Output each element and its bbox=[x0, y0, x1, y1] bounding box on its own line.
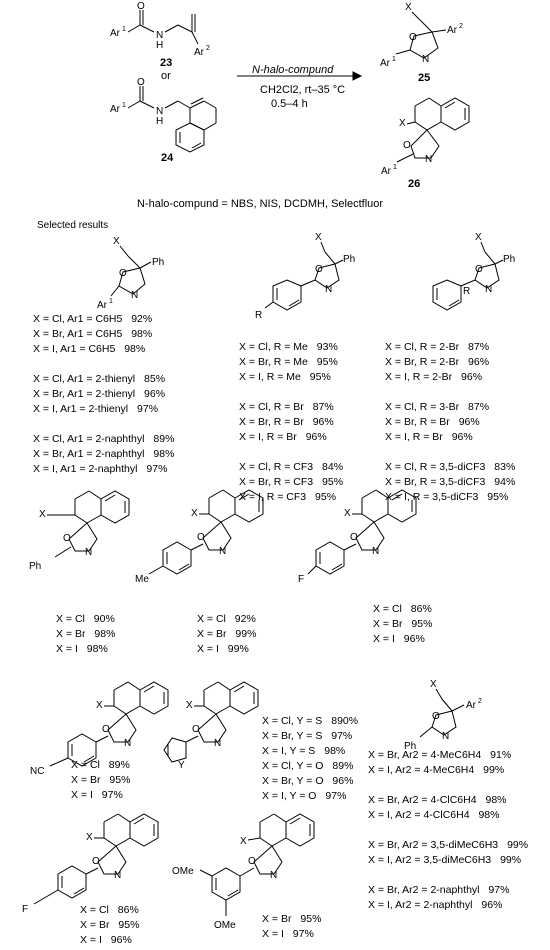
structure-c3 bbox=[390, 675, 510, 755]
result-yield: 98% bbox=[482, 794, 507, 806]
result-yield: 95% bbox=[408, 618, 433, 630]
svg-text:X: X bbox=[399, 118, 406, 129]
c2-heteroatom-text: Y bbox=[178, 760, 185, 771]
result-condition: X = I, R = Me bbox=[239, 371, 301, 383]
result-yield: 95% bbox=[297, 913, 322, 925]
result-condition: X = Br bbox=[71, 774, 101, 786]
result-row bbox=[33, 312, 174, 327]
result-condition: X = Cl, Ar1 = 2-thienyl bbox=[33, 373, 136, 385]
svg-text:X: X bbox=[405, 2, 412, 13]
result-row bbox=[262, 927, 321, 942]
svg-text:N: N bbox=[219, 546, 227, 557]
result-yield: 95% bbox=[306, 371, 331, 383]
svg-text:X: X bbox=[113, 236, 120, 247]
result-row bbox=[239, 430, 343, 445]
result-yield: 98% bbox=[91, 628, 116, 640]
result-condition: X = Cl bbox=[56, 613, 85, 625]
reactant-23-structure bbox=[110, 0, 230, 58]
result-condition: X = Br, Ar2 = 4-MeC6H4 bbox=[368, 749, 482, 761]
results-b2 bbox=[197, 612, 256, 657]
result-row bbox=[368, 853, 528, 868]
result-condition: X = I, Y = O bbox=[262, 790, 317, 802]
selected-results-heading: Selected results bbox=[37, 220, 109, 231]
result-yield: 98% bbox=[321, 745, 346, 757]
result-yield: 87% bbox=[465, 401, 490, 413]
svg-text:Me: Me bbox=[135, 574, 149, 585]
result-row bbox=[368, 898, 528, 913]
result-condition: X = I, R = Br bbox=[385, 431, 443, 443]
result-yield: 96% bbox=[455, 416, 480, 428]
result-yield: 95% bbox=[319, 476, 344, 488]
svg-text:O: O bbox=[475, 264, 483, 275]
result-condition: X = I bbox=[56, 643, 78, 655]
result-condition: X = I, Ar1 = 2-thienyl bbox=[33, 403, 129, 415]
svg-text:N: N bbox=[214, 738, 222, 749]
result-row bbox=[262, 912, 321, 927]
svg-text:Ar: Ar bbox=[110, 104, 120, 115]
svg-text:Ar: Ar bbox=[194, 47, 204, 58]
result-condition: X = Br, R = Me bbox=[239, 356, 308, 368]
svg-text:O: O bbox=[192, 724, 200, 735]
result-yield: 96% bbox=[448, 431, 473, 443]
product-26-structure bbox=[375, 88, 495, 183]
result-row bbox=[33, 387, 174, 402]
result-yield: 87% bbox=[465, 341, 490, 353]
result-condition: X = Cl, R = CF3 bbox=[239, 461, 314, 473]
result-condition: X = Br, Y = S bbox=[262, 730, 323, 742]
result-yield: 86% bbox=[407, 603, 432, 615]
structure-b2 bbox=[135, 484, 295, 604]
results-c3 bbox=[368, 748, 528, 913]
result-yield: 99% bbox=[504, 839, 529, 851]
result-row bbox=[239, 400, 343, 415]
svg-text:2: 2 bbox=[478, 698, 482, 705]
result-row bbox=[262, 774, 358, 789]
svg-text:H: H bbox=[156, 40, 164, 51]
reaction-arrow bbox=[235, 70, 365, 82]
result-condition: X = I bbox=[80, 934, 102, 946]
result-yield: 92% bbox=[128, 313, 153, 325]
result-condition: X = Br bbox=[197, 628, 227, 640]
result-yield: 95% bbox=[106, 774, 131, 786]
result-yield: 91% bbox=[487, 749, 512, 761]
result-row bbox=[262, 789, 358, 804]
result-row bbox=[262, 714, 358, 729]
result-condition: X = Cl bbox=[373, 603, 402, 615]
svg-text:X: X bbox=[475, 232, 482, 243]
svg-text:O: O bbox=[248, 856, 256, 867]
result-condition: X = Br, Ar1 = C6H5 bbox=[33, 328, 123, 340]
result-condition: X = Cl bbox=[71, 759, 100, 771]
result-row bbox=[33, 372, 174, 387]
arrow-top-reagent: N-halo-compund bbox=[252, 64, 334, 76]
svg-text:Ar: Ar bbox=[97, 300, 107, 311]
reactant-23-label: 23 bbox=[160, 57, 173, 69]
result-condition: X = Br, Ar2 = 4-ClC6H4 bbox=[368, 794, 477, 806]
result-row bbox=[239, 340, 343, 355]
svg-text:O: O bbox=[119, 268, 127, 279]
result-row bbox=[239, 415, 343, 430]
result-condition: X = I, Ar2 = 3,5-diMeC6H3 bbox=[368, 854, 492, 866]
structure-c2 bbox=[150, 676, 280, 776]
result-condition: X = I, Y = S bbox=[262, 745, 316, 757]
svg-text:O: O bbox=[197, 532, 205, 543]
svg-text:X: X bbox=[39, 509, 46, 520]
svg-text:O: O bbox=[315, 264, 323, 275]
svg-text:Ar: Ar bbox=[380, 58, 390, 69]
result-yield: 89% bbox=[150, 433, 175, 445]
result-condition: X = Br bbox=[373, 618, 403, 630]
result-row bbox=[385, 415, 515, 430]
result-row bbox=[239, 460, 343, 475]
result-condition: X = Cl, R = Br bbox=[239, 401, 304, 413]
result-yield: 96% bbox=[329, 775, 354, 787]
c1-substituent-text: NC bbox=[30, 766, 45, 777]
svg-text:N: N bbox=[422, 54, 430, 65]
result-yield: 96% bbox=[458, 371, 483, 383]
result-condition: X = I bbox=[197, 643, 219, 655]
result-yield: 85% bbox=[141, 373, 166, 385]
result-row bbox=[385, 340, 515, 355]
result-yield: 96% bbox=[478, 899, 503, 911]
arrow-conditions-time: 0.5–4 h bbox=[271, 98, 308, 110]
result-yield: 99% bbox=[497, 854, 522, 866]
result-yield: 97% bbox=[134, 403, 159, 415]
result-yield: 95% bbox=[115, 919, 140, 931]
result-row bbox=[71, 788, 130, 803]
result-row bbox=[33, 432, 174, 447]
result-row bbox=[368, 808, 528, 823]
result-row bbox=[197, 627, 256, 642]
svg-text:N: N bbox=[156, 106, 164, 117]
result-row bbox=[368, 883, 528, 898]
product-25-label: 25 bbox=[418, 72, 431, 84]
result-row bbox=[33, 327, 174, 342]
result-condition: X = Br, R = Br bbox=[239, 416, 304, 428]
svg-text:N: N bbox=[325, 284, 333, 295]
svg-text:O: O bbox=[403, 140, 411, 151]
svg-text:O: O bbox=[137, 1, 145, 12]
result-yield: 98% bbox=[83, 643, 108, 655]
svg-text:X: X bbox=[344, 508, 351, 519]
result-yield: 96% bbox=[141, 388, 166, 400]
result-row bbox=[71, 773, 130, 788]
svg-text:N: N bbox=[131, 290, 139, 301]
result-condition: X = Cl bbox=[197, 613, 226, 625]
svg-text:N: N bbox=[372, 546, 380, 557]
result-condition: X = Cl, R = Me bbox=[239, 341, 308, 353]
result-row bbox=[385, 460, 515, 475]
svg-text:O: O bbox=[137, 77, 145, 88]
result-yield: 97% bbox=[98, 789, 123, 801]
c3-substituent-text: Ph bbox=[404, 741, 417, 752]
d1-substituent-text: F bbox=[22, 904, 29, 915]
result-yield: 96% bbox=[309, 416, 334, 428]
svg-text:N: N bbox=[270, 870, 278, 881]
product-26-label: 26 bbox=[408, 178, 421, 190]
svg-text:1: 1 bbox=[109, 298, 113, 305]
result-yield: 87% bbox=[309, 401, 334, 413]
result-yield: 98% bbox=[475, 809, 500, 821]
result-row bbox=[71, 758, 130, 773]
result-yield: 98% bbox=[150, 448, 175, 460]
result-yield: 99% bbox=[224, 643, 249, 655]
result-condition: X = Br, Ar1 = 2-naphthyl bbox=[33, 448, 145, 460]
result-row bbox=[239, 355, 343, 370]
svg-text:X: X bbox=[191, 508, 198, 519]
result-row bbox=[197, 612, 256, 627]
result-row bbox=[239, 370, 343, 385]
svg-text:1: 1 bbox=[122, 26, 126, 33]
svg-text:R: R bbox=[255, 310, 263, 321]
result-condition: X = Cl, Y = S bbox=[262, 715, 323, 727]
svg-text:Ph: Ph bbox=[152, 257, 165, 268]
result-condition: X = Cl, Ar1 = 2-naphthyl bbox=[33, 433, 145, 445]
result-row bbox=[262, 759, 358, 774]
svg-text:N: N bbox=[156, 30, 164, 41]
result-condition: X = Br, Ar2 = 2-naphthyl bbox=[368, 884, 480, 896]
result-condition: X = I, Ar1 = 2-naphthyl bbox=[33, 463, 138, 475]
result-yield: 89% bbox=[329, 760, 354, 772]
results-a2 bbox=[239, 340, 343, 505]
results-b1 bbox=[56, 612, 115, 657]
result-row bbox=[368, 748, 528, 763]
result-condition: X = I bbox=[71, 789, 93, 801]
structure-d1 bbox=[20, 808, 180, 918]
result-condition: X = Cl, Ar1 = C6H5 bbox=[33, 313, 123, 325]
product-25-structure bbox=[380, 0, 490, 75]
result-row bbox=[33, 342, 174, 357]
svg-text:1: 1 bbox=[122, 102, 126, 109]
svg-text:N: N bbox=[114, 870, 122, 881]
result-condition: X = Br bbox=[56, 628, 86, 640]
svg-text:Ar: Ar bbox=[381, 166, 391, 177]
svg-text:N: N bbox=[425, 154, 433, 165]
result-yield: 83% bbox=[491, 461, 516, 473]
svg-text:N: N bbox=[124, 738, 132, 749]
result-condition: X = Br, R = 2-Br bbox=[385, 356, 460, 368]
result-row bbox=[197, 642, 256, 657]
result-condition: X = I bbox=[262, 928, 284, 940]
result-row bbox=[56, 627, 115, 642]
result-condition: X = Br, R = CF3 bbox=[239, 476, 314, 488]
reactant-24-structure bbox=[110, 77, 240, 172]
result-yield: 96% bbox=[302, 431, 327, 443]
results-a3 bbox=[385, 340, 515, 505]
svg-text:Ph: Ph bbox=[503, 254, 516, 265]
result-yield: 95% bbox=[484, 491, 509, 503]
d2-substituent-bottom-text: OMe bbox=[214, 920, 236, 931]
result-row bbox=[385, 430, 515, 445]
result-yield: 97% bbox=[322, 790, 347, 802]
result-yield: 96% bbox=[400, 633, 425, 645]
result-yield: 93% bbox=[313, 341, 338, 353]
svg-text:2: 2 bbox=[459, 23, 463, 30]
result-condition: X = Cl, R = 3-Br bbox=[385, 401, 460, 413]
result-condition: X = I, Ar2 = 2-naphthyl bbox=[368, 899, 473, 911]
result-yield: 94% bbox=[491, 476, 516, 488]
structure-a3 bbox=[405, 228, 525, 338]
svg-text:O: O bbox=[102, 724, 110, 735]
svg-text:O: O bbox=[350, 532, 358, 543]
result-condition: X = Br, R = 3,5-diCF3 bbox=[385, 476, 486, 488]
svg-text:Ar: Ar bbox=[447, 25, 457, 36]
result-yield: 97% bbox=[328, 730, 353, 742]
structure-b3 bbox=[298, 484, 448, 594]
result-row bbox=[373, 632, 432, 647]
result-row bbox=[80, 918, 139, 933]
result-yield: 99% bbox=[232, 628, 257, 640]
results-c2 bbox=[262, 714, 358, 804]
result-yield: 95% bbox=[312, 491, 337, 503]
result-condition: X = Br bbox=[262, 913, 292, 925]
result-row bbox=[33, 402, 174, 417]
result-condition: X = I bbox=[373, 633, 395, 645]
result-yield: 89% bbox=[105, 759, 130, 771]
result-row bbox=[80, 903, 139, 918]
result-condition: X = Cl, Y = O bbox=[262, 760, 324, 772]
result-yield: 96% bbox=[465, 356, 490, 368]
result-row bbox=[262, 729, 358, 744]
results-d2 bbox=[262, 912, 321, 942]
result-row bbox=[385, 355, 515, 370]
svg-text:O: O bbox=[92, 856, 100, 867]
svg-text:1: 1 bbox=[393, 164, 397, 171]
result-condition: X = Cl bbox=[80, 904, 109, 916]
svg-text:X: X bbox=[240, 836, 247, 847]
result-yield: 97% bbox=[289, 928, 314, 940]
result-yield: 97% bbox=[485, 884, 510, 896]
result-row bbox=[368, 838, 528, 853]
d2-substituent-top-text: OMe bbox=[172, 866, 194, 877]
result-condition: X = Br, Ar2 = 3,5-diMeC6H3 bbox=[368, 839, 499, 851]
result-row bbox=[373, 617, 432, 632]
svg-text:O: O bbox=[63, 533, 71, 544]
svg-text:N: N bbox=[485, 284, 493, 295]
results-a1 bbox=[33, 312, 174, 477]
result-yield: 98% bbox=[121, 343, 146, 355]
svg-text:Ar: Ar bbox=[466, 700, 476, 711]
result-row bbox=[56, 612, 115, 627]
result-condition: X = Br, Ar1 = 2-thienyl bbox=[33, 388, 136, 400]
result-yield: 96% bbox=[107, 934, 132, 946]
result-yield: 99% bbox=[480, 764, 505, 776]
arrow-conditions-solvent: CH2Cl2, rt–35 °C bbox=[260, 84, 346, 96]
svg-text:X: X bbox=[430, 679, 437, 690]
results-d1 bbox=[80, 903, 139, 948]
result-row bbox=[33, 447, 174, 462]
result-condition: X = Br, Y = O bbox=[262, 775, 324, 787]
result-condition: X = I, R = CF3 bbox=[239, 491, 307, 503]
svg-text:2: 2 bbox=[206, 45, 210, 52]
results-c1 bbox=[71, 758, 130, 803]
svg-text:Ph: Ph bbox=[343, 254, 356, 265]
result-condition: X = Br, R = Br bbox=[385, 416, 450, 428]
structure-a1 bbox=[95, 232, 195, 310]
svg-text:Ar: Ar bbox=[110, 28, 120, 39]
result-yield: 84% bbox=[319, 461, 344, 473]
svg-text:X: X bbox=[86, 832, 93, 843]
structure-a2 bbox=[235, 228, 365, 338]
svg-text:X: X bbox=[315, 232, 322, 243]
svg-text:N: N bbox=[442, 731, 450, 742]
result-yield: 86% bbox=[114, 904, 139, 916]
svg-text:R: R bbox=[463, 286, 471, 297]
svg-text:N: N bbox=[85, 547, 93, 558]
result-row bbox=[33, 462, 174, 477]
result-condition: X = Br bbox=[80, 919, 110, 931]
reactant-or-text: or bbox=[161, 70, 171, 82]
result-row bbox=[385, 400, 515, 415]
result-row bbox=[56, 642, 115, 657]
result-condition: X = Cl, R = 2-Br bbox=[385, 341, 460, 353]
result-condition: X = I, R = 2-Br bbox=[385, 371, 453, 383]
svg-text:X: X bbox=[96, 700, 103, 711]
result-condition: X = I, Ar2 = 4-ClC6H4 bbox=[368, 809, 470, 821]
reactant-24-label: 24 bbox=[161, 152, 174, 164]
result-row bbox=[368, 763, 528, 778]
result-yield: 98% bbox=[128, 328, 153, 340]
results-b3 bbox=[373, 602, 432, 647]
result-row bbox=[368, 793, 528, 808]
result-condition: X = I, R = 3,5-diCF3 bbox=[385, 491, 479, 503]
svg-text:X: X bbox=[186, 700, 193, 711]
result-yield: 90% bbox=[90, 613, 115, 625]
result-row bbox=[80, 933, 139, 948]
svg-text:1: 1 bbox=[392, 56, 396, 63]
svg-text:H: H bbox=[156, 116, 164, 127]
result-condition: X = Cl, R = 3,5-diCF3 bbox=[385, 461, 486, 473]
b3-substituent-text: F bbox=[298, 574, 305, 585]
result-condition: X = I, R = Br bbox=[239, 431, 297, 443]
result-condition: X = I, Ar2 = 4-MeC6H4 bbox=[368, 764, 475, 776]
svg-text:O: O bbox=[432, 711, 440, 722]
b1-substituent-text: Ph bbox=[29, 561, 42, 572]
result-row bbox=[385, 370, 515, 385]
result-condition: X = I, Ar1 = C6H5 bbox=[33, 343, 116, 355]
result-yield: 890% bbox=[328, 715, 359, 727]
result-yield: 95% bbox=[313, 356, 338, 368]
result-row bbox=[262, 744, 358, 759]
svg-text:O: O bbox=[409, 32, 417, 43]
reagents-note: N-halo-compund = NBS, NIS, DCDMH, Selectfluor bbox=[137, 198, 384, 210]
result-row bbox=[373, 602, 432, 617]
result-yield: 97% bbox=[143, 463, 168, 475]
result-yield: 92% bbox=[231, 613, 256, 625]
